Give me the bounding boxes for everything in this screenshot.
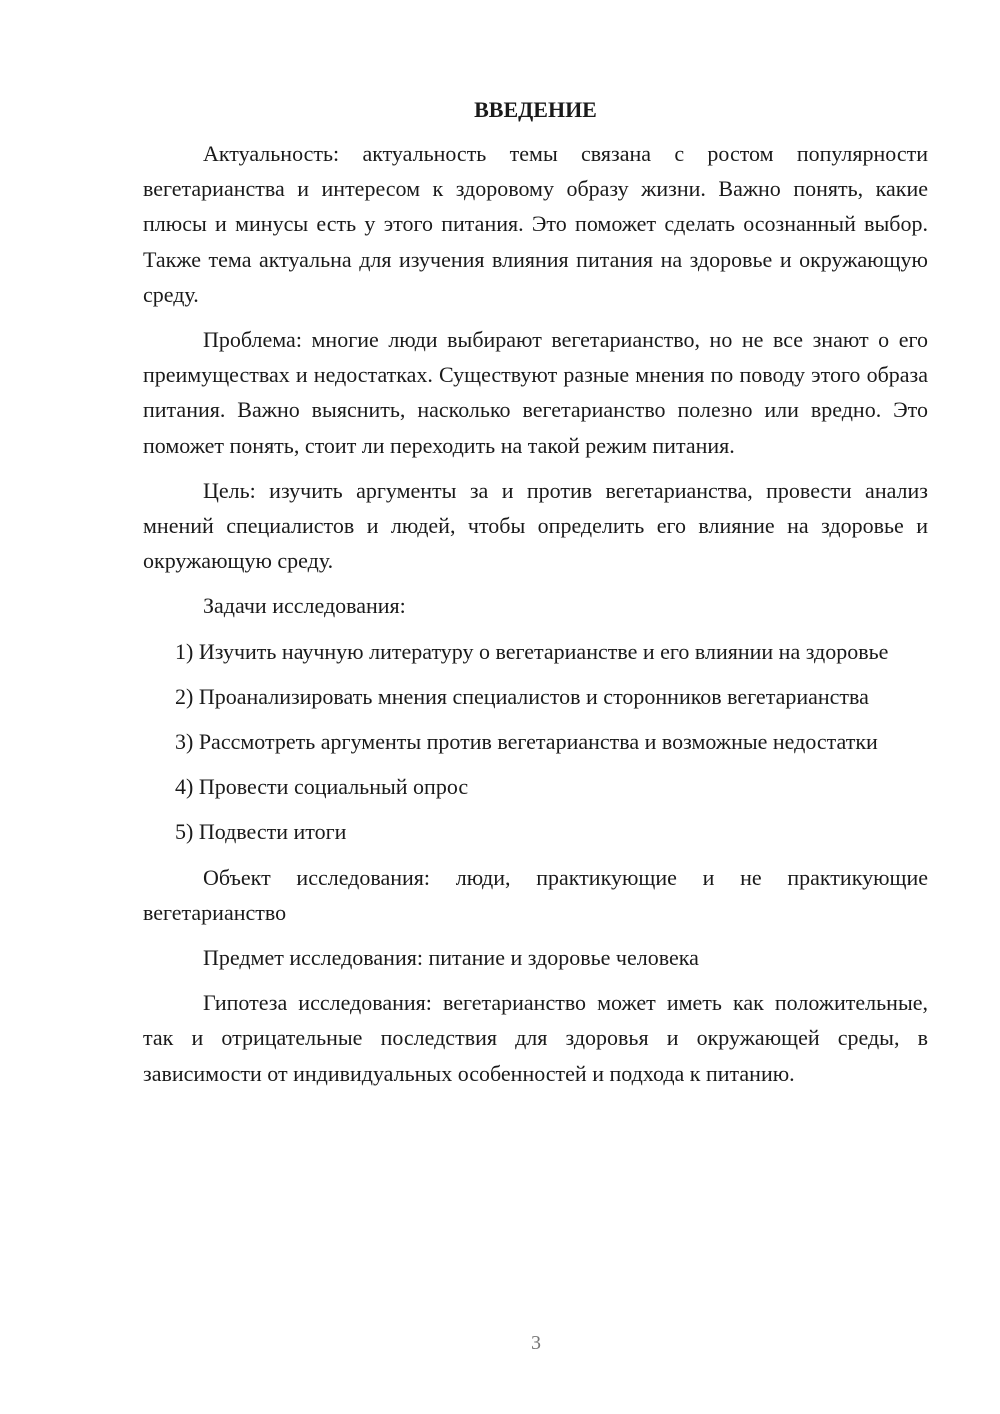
relevance-paragraph: Актуальность: актуальность темы связана с ростом популярности вегетарианства и интересом к здоровому образу жизни. Важно понять, какие плюсы и минусы есть у этого питания. Это поможет сделать осознанный выбор. Также тема актуальна для изучения влияния питания на здоровье и окружающую среду. bbox=[143, 141, 928, 307]
subject-paragraph: Предмет исследования: питание и здоровье человека bbox=[203, 945, 699, 971]
task-item-4: 4) Провести социальный опрос bbox=[175, 774, 469, 800]
task-item-3: 3) Рассмотреть аргументы против вегетарианства и возможные недостатки bbox=[175, 729, 878, 755]
task-item-1: 1) Изучить научную литературу о вегетарианстве и его влиянии на здоровье bbox=[175, 638, 889, 664]
object-paragraph: Объект исследования: люди, практикующие и не практикующие вегетарианство bbox=[143, 864, 928, 925]
task-item-5: 5) Подвести итоги bbox=[175, 819, 347, 845]
hypothesis-paragraph: Гипотеза исследования: вегетарианство может иметь как положительные, так и отрицательные последствия для здоровья и окружающей среды, в зависимости от индивидуальных особенностей и подхода к питанию. bbox=[143, 990, 928, 1086]
problem-paragraph: Проблема: многие люди выбирают вегетарианство, но не все знают о его преимуществах и недостатках. Существуют разные мнения по поводу этого образа питания. Важно выяснить, насколько вегетарианство полезно или вредно. Это поможет понять, стоит ли переходить на такой режим питания. bbox=[143, 327, 928, 458]
page-title: ВВЕДЕНИЕ bbox=[474, 97, 597, 122]
page-number: 3 bbox=[531, 1332, 541, 1354]
tasks-heading: Задачи исследования: bbox=[203, 593, 406, 619]
document-page bbox=[143, 92, 928, 1101]
task-item-2: 2) Проанализировать мнения специалистов и сторонников вегетарианства bbox=[175, 683, 869, 709]
goal-paragraph: Цель: изучить аргументы за и против вегетарианства, провести анализ мнений специалистов и людей, чтобы определить его влияние на здоровье и окружающую среду. bbox=[143, 477, 928, 574]
